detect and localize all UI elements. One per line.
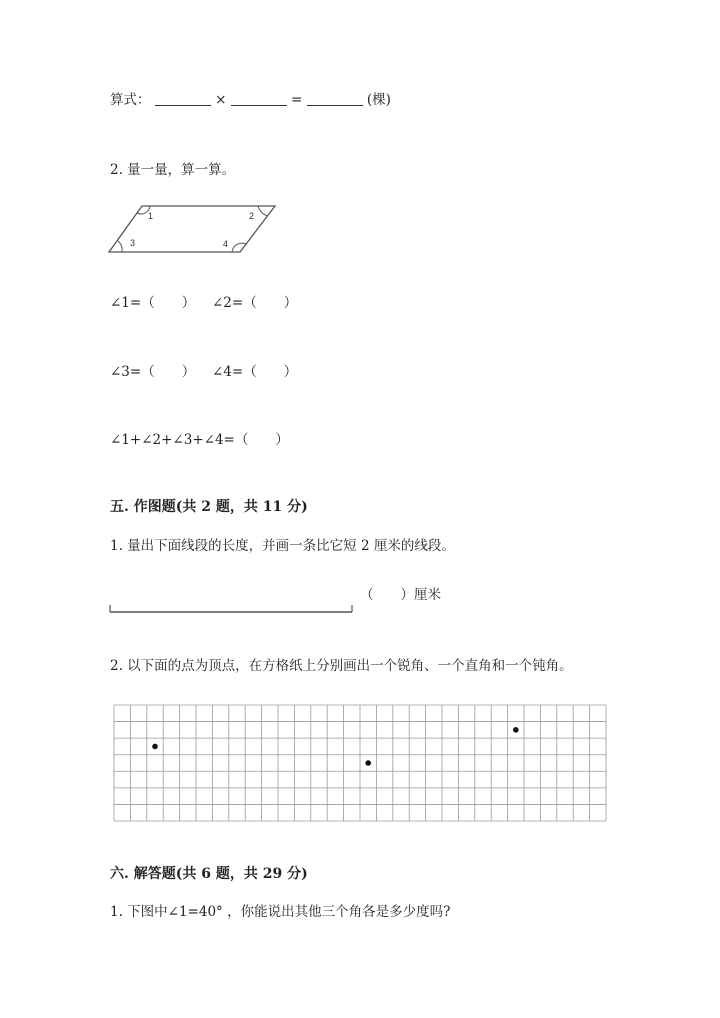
formula-label: 算式： xyxy=(110,92,151,108)
vertex-dot-1 xyxy=(152,744,158,750)
line-segment-figure xyxy=(108,603,358,617)
section6-heading: 六. 解答题(共 6 题，共 29 分) xyxy=(110,866,308,882)
angle4-answer[interactable]: ∠4=（ ） xyxy=(212,364,298,380)
equals-sign: = xyxy=(291,92,303,108)
section5-heading: 五. 作图题(共 2 题，共 11 分) xyxy=(110,499,308,515)
angle2-answer[interactable]: ∠2=（ ） xyxy=(212,295,298,311)
grid-paper[interactable] xyxy=(112,703,608,823)
angle-label-2: 2 xyxy=(249,211,255,221)
angle-label-3: 3 xyxy=(130,238,136,248)
times-sign: × xyxy=(215,92,227,108)
angle1-answer[interactable]: ∠1=（ ） xyxy=(110,295,196,311)
parallelogram-figure xyxy=(105,200,285,262)
angle-arc-2 xyxy=(258,206,268,216)
section5-q1: 1. 量出下面线段的长度，并画一条比它短 2 厘米的线段。 xyxy=(110,538,455,554)
angle-arc-3 xyxy=(118,241,122,252)
section5-q2: 2. 以下面的点为顶点，在方格纸上分别画出一个锐角、一个直角和一个钝角。 xyxy=(110,658,573,674)
segment-length-answer[interactable]: （ ）厘米 xyxy=(360,587,441,603)
angle-sum-answer[interactable]: ∠1+∠2+∠3+∠4=（ ） xyxy=(110,432,289,448)
vertex-dot-3 xyxy=(513,727,519,733)
angle-label-4: 4 xyxy=(223,239,229,249)
section6-q1: 1. 下图中∠1=40° ，你能说出其他三个角各是多少度吗? xyxy=(110,904,451,920)
vertex-dot-2 xyxy=(365,760,371,766)
angle3-answer[interactable]: ∠3=（ ） xyxy=(110,364,196,380)
angle-label-1: 1 xyxy=(148,211,154,221)
answer-blank-2[interactable] xyxy=(231,91,287,106)
question-measure-title: 2. 量一量，算一算。 xyxy=(110,162,236,178)
answer-blank-3[interactable] xyxy=(307,91,363,106)
formula-unit: (棵) xyxy=(366,92,391,108)
answer-blank-1[interactable] xyxy=(155,91,211,106)
formula-line xyxy=(110,88,391,108)
